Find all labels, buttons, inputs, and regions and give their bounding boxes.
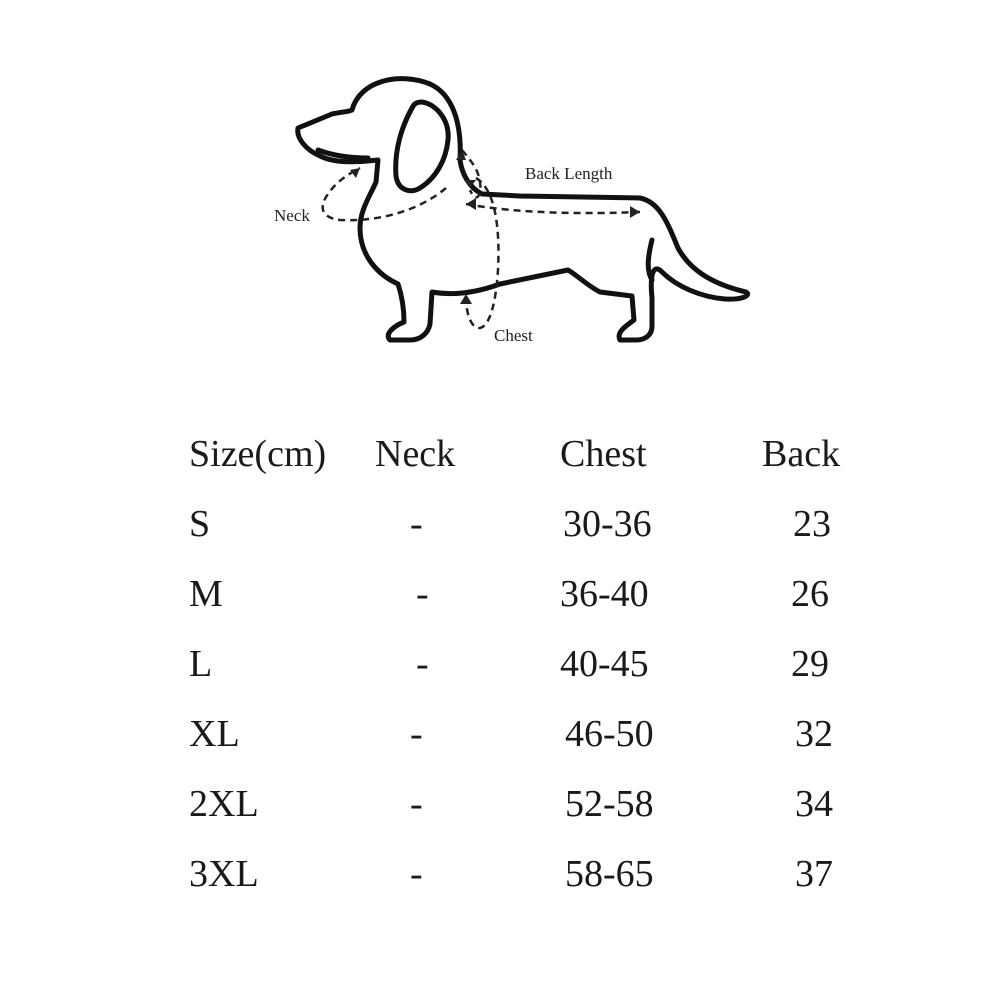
neck-cell: - [410,713,423,755]
size-cell: L [189,643,213,685]
chest-label: Chest [494,326,533,345]
back-cell: 26 [791,573,829,615]
back-cell: 32 [795,713,833,755]
back-cell: 37 [795,853,833,895]
chest-cell: 58-65 [565,853,654,895]
neck-cell: - [416,573,429,615]
neck-cell: - [410,503,423,545]
size-cell: 3XL [189,853,259,895]
size-cell: S [189,503,211,545]
header-neck: Neck [375,433,456,475]
header-back: Back [762,433,841,475]
chest-cell: 40-45 [560,643,649,685]
header-size: Size(cm) [189,433,327,475]
back-cell: 29 [791,643,829,685]
neck-cell: - [410,853,423,895]
chest-cell: 36-40 [560,573,649,615]
neck-cell: - [410,783,423,825]
dachshund-outline-icon [0,0,1000,380]
size-cell: XL [189,713,240,755]
back-cell: 34 [795,783,833,825]
neck-cell: - [416,643,429,685]
chest-cell: 46-50 [565,713,654,755]
chest-cell: 30-36 [563,503,652,545]
header-chest: Chest [560,433,647,475]
size-cell: 2XL [189,783,259,825]
back-cell: 23 [793,503,831,545]
dog-measurement-diagram [0,0,1000,380]
neck-label: Neck [274,206,310,225]
chest-cell: 52-58 [565,783,654,825]
back-length-label: Back Length [525,164,613,183]
size-cell: M [189,573,223,615]
